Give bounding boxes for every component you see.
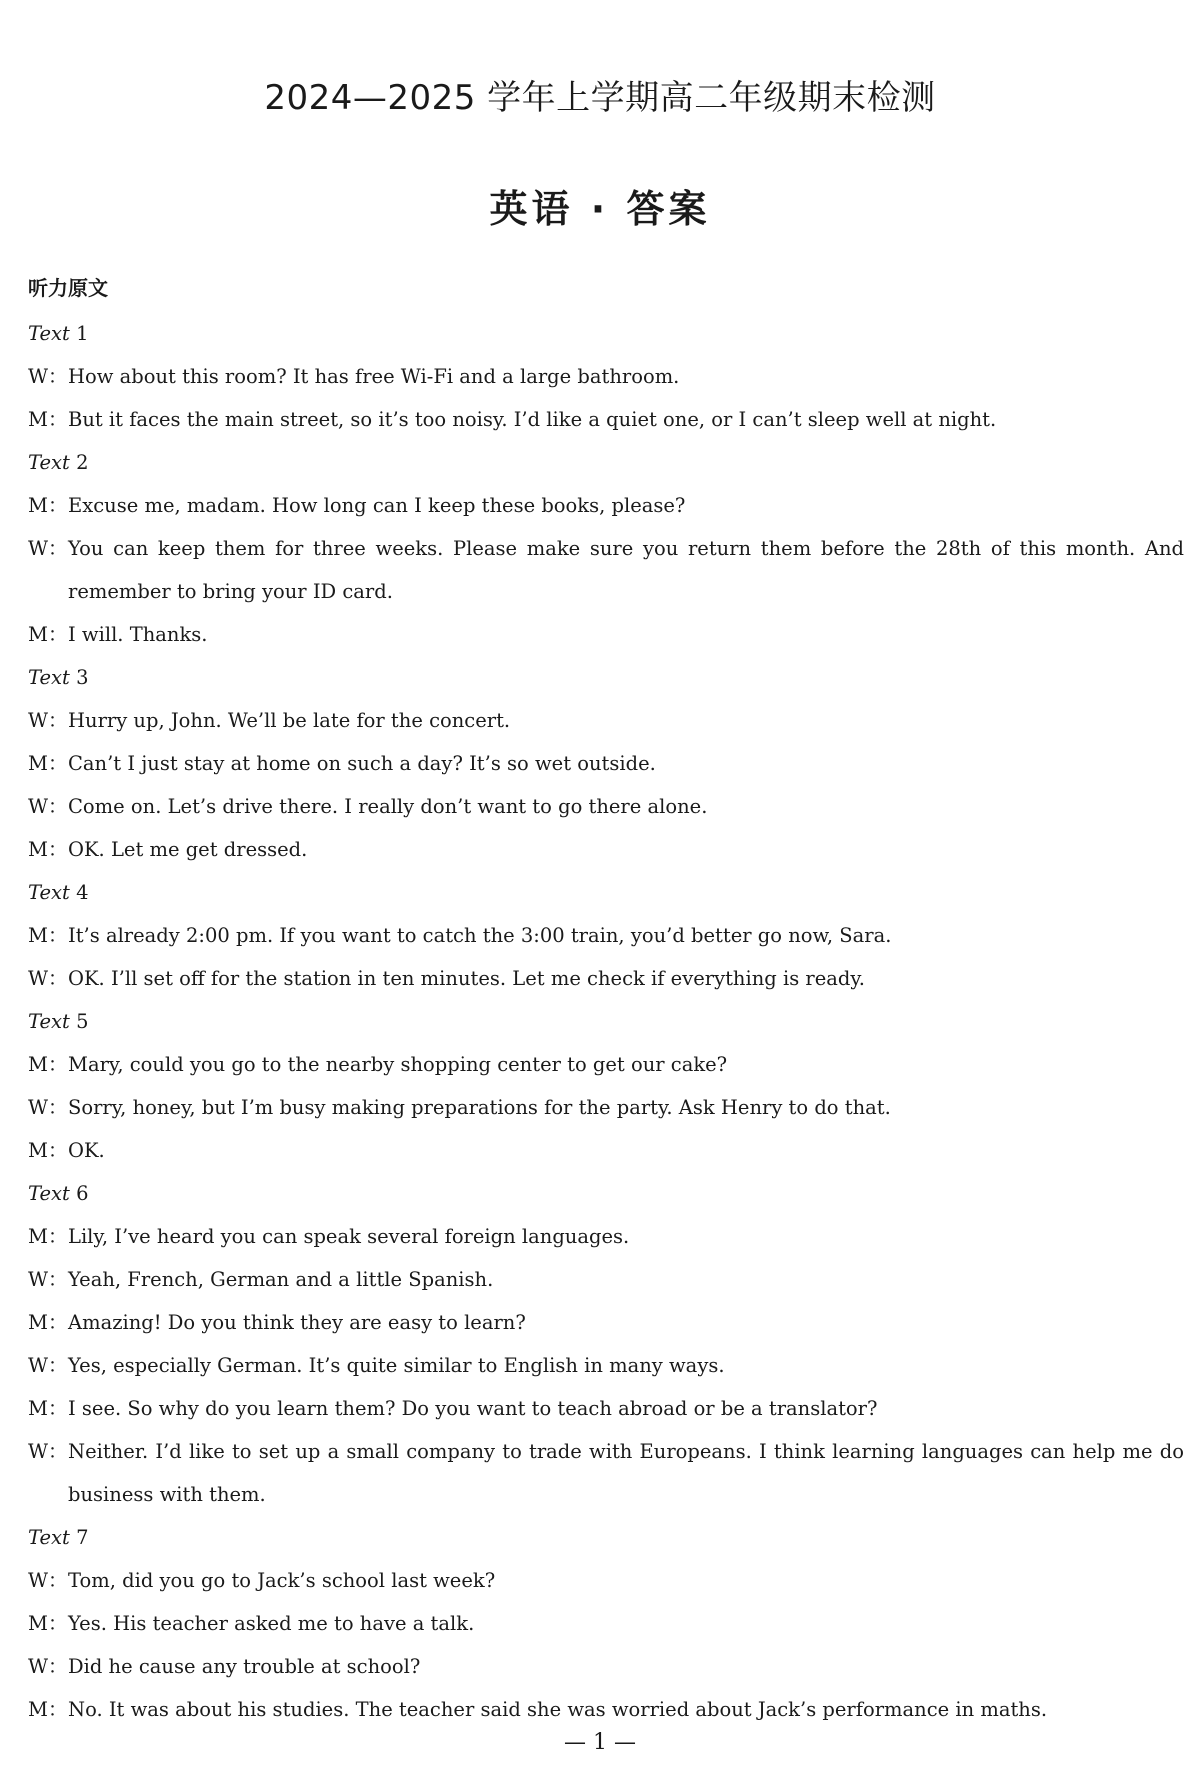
dialogue-line: [28, 1129, 1184, 1172]
dialogue-line: [28, 742, 1184, 785]
text-heading-label: Text: [28, 881, 70, 904]
utterance-text: I see. So why do you learn them? Do you want to teach abroad or be a translator?: [68, 1397, 878, 1420]
dialogue-line: [28, 1559, 1184, 1602]
text-heading: [28, 871, 1184, 914]
speaker-label: M：: [28, 924, 68, 947]
speaker-label: W：: [28, 537, 68, 560]
text-heading-label: Text: [28, 666, 70, 689]
utterance-text: Yeah, French, German and a little Spanish.: [68, 1268, 494, 1291]
speaker-label: M：: [28, 1397, 68, 1420]
text-heading-number: 1: [76, 322, 89, 345]
utterance-text: Come on. Let’s drive there. I really don’t want to go there alone.: [68, 795, 708, 818]
utterance-text: Did he cause any trouble at school?: [68, 1655, 421, 1678]
utterance-text: It’s already 2:00 pm. If you want to catch the 3:00 train, you’d better go now, Sara.: [68, 924, 892, 947]
text-heading: [28, 1516, 1184, 1559]
dialogue-line: [28, 1688, 1184, 1731]
speaker-label: W：: [28, 1268, 68, 1291]
text-heading-label: Text: [28, 1182, 70, 1205]
dialogue-line: [28, 1344, 1184, 1387]
text-heading: [28, 312, 1184, 355]
dialogue-line: [28, 914, 1184, 957]
speaker-label: M：: [28, 838, 68, 861]
utterance-text: Amazing! Do you think they are easy to learn?: [68, 1311, 526, 1334]
speaker-label: M：: [28, 1612, 68, 1635]
utterance-text: Yes. His teacher asked me to have a talk.: [68, 1612, 475, 1635]
dialogue-line: [28, 613, 1184, 656]
utterance-text: No. It was about his studies. The teacher said she was worried about Jack’s performance in maths.: [68, 1698, 1048, 1721]
text-heading: [28, 1000, 1184, 1043]
text-heading: [28, 1172, 1184, 1215]
utterance-text: How about this room? It has free Wi-Fi and a large bathroom.: [68, 365, 680, 388]
text-heading-label: Text: [28, 1010, 70, 1033]
speaker-label: M：: [28, 623, 68, 646]
dialogue-line: [28, 484, 1184, 527]
utterance-text: Sorry, honey, but I’m busy making preparations for the party. Ask Henry to do that.: [68, 1096, 891, 1119]
speaker-label: M：: [28, 1053, 68, 1076]
dialogue-line: [28, 1602, 1184, 1645]
utterance-text: OK. Let me get dressed.: [68, 838, 308, 861]
listening-transcript: [28, 312, 1184, 1731]
speaker-label: W：: [28, 1655, 68, 1678]
dialogue-line: [28, 1043, 1184, 1086]
speaker-label: M：: [28, 752, 68, 775]
text-heading-number: 6: [76, 1182, 89, 1205]
dialogue-line: [28, 1215, 1184, 1258]
utterance-text: Excuse me, madam. How long can I keep these books, please?: [68, 494, 686, 517]
speaker-label: M：: [28, 1225, 68, 1248]
section-label: 听力原文: [28, 276, 108, 300]
dialogue-line: [28, 1387, 1184, 1430]
exam-subtitle: 英语 · 答案: [489, 187, 711, 231]
speaker-label: M：: [28, 1698, 68, 1721]
text-heading-label: Text: [28, 1526, 70, 1549]
utterance-text: Mary, could you go to the nearby shopping center to get our cake?: [68, 1053, 728, 1076]
dialogue-line: [28, 828, 1184, 871]
utterance-text: Yes, especially German. It’s quite similar to English in many ways.: [68, 1354, 725, 1377]
speaker-label: W：: [28, 1569, 68, 1592]
dialogue-line: [28, 398, 1184, 441]
speaker-label: M：: [28, 494, 68, 517]
dialogue-line: [28, 699, 1184, 742]
utterance-text: Lily, I’ve heard you can speak several foreign languages.: [68, 1225, 630, 1248]
speaker-label: W：: [28, 795, 68, 818]
text-heading-number: 5: [76, 1010, 89, 1033]
dialogue-line: [28, 1086, 1184, 1129]
text-heading: [28, 441, 1184, 484]
utterance-text: Hurry up, John. We’ll be late for the concert.: [68, 709, 511, 732]
utterance-text: Can’t I just stay at home on such a day? It’s so wet outside.: [68, 752, 656, 775]
text-heading-number: 3: [76, 666, 89, 689]
utterance-text: OK. I’ll set off for the station in ten minutes. Let me check if everything is ready.: [68, 967, 866, 990]
utterance-text: Tom, did you go to Jack’s school last week?: [68, 1569, 496, 1592]
speaker-label: M：: [28, 1139, 68, 1162]
text-heading-label: Text: [28, 451, 70, 474]
utterance-text: You can keep them for three weeks. Please make sure you return them before the 28th of this month. And remember to bring your ID card.: [68, 537, 1184, 603]
speaker-label: M：: [28, 1311, 68, 1334]
dialogue-line: [28, 785, 1184, 828]
speaker-label: W：: [28, 1354, 68, 1377]
dialogue-line: [28, 1301, 1184, 1344]
speaker-label: M：: [28, 408, 68, 431]
dialogue-line: [28, 957, 1184, 1000]
dialogue-line: [28, 527, 1184, 613]
speaker-label: W：: [28, 709, 68, 732]
dialogue-line: [28, 355, 1184, 398]
text-heading-number: 7: [76, 1526, 89, 1549]
utterance-text: OK.: [68, 1139, 105, 1162]
utterance-text: I will. Thanks.: [68, 623, 208, 646]
text-heading-number: 2: [76, 451, 89, 474]
exam-title: 2024—2025 学年上学期高二年级期末检测: [264, 78, 936, 118]
speaker-label: W：: [28, 1096, 68, 1119]
speaker-label: W：: [28, 967, 68, 990]
dialogue-line: [28, 1258, 1184, 1301]
text-heading: [28, 656, 1184, 699]
page-number: — 1 —: [564, 1730, 636, 1755]
speaker-label: W：: [28, 365, 68, 388]
utterance-text: But it faces the main street, so it’s too noisy. I’d like a quiet one, or I can’t sleep well at night.: [68, 408, 997, 431]
speaker-label: W：: [28, 1440, 68, 1463]
text-heading-label: Text: [28, 322, 70, 345]
dialogue-line: [28, 1430, 1184, 1516]
text-heading-number: 4: [76, 881, 89, 904]
utterance-text: Neither. I’d like to set up a small company to trade with Europeans. I think learning languages can help me do business with them.: [68, 1440, 1184, 1506]
dialogue-line: [28, 1645, 1184, 1688]
